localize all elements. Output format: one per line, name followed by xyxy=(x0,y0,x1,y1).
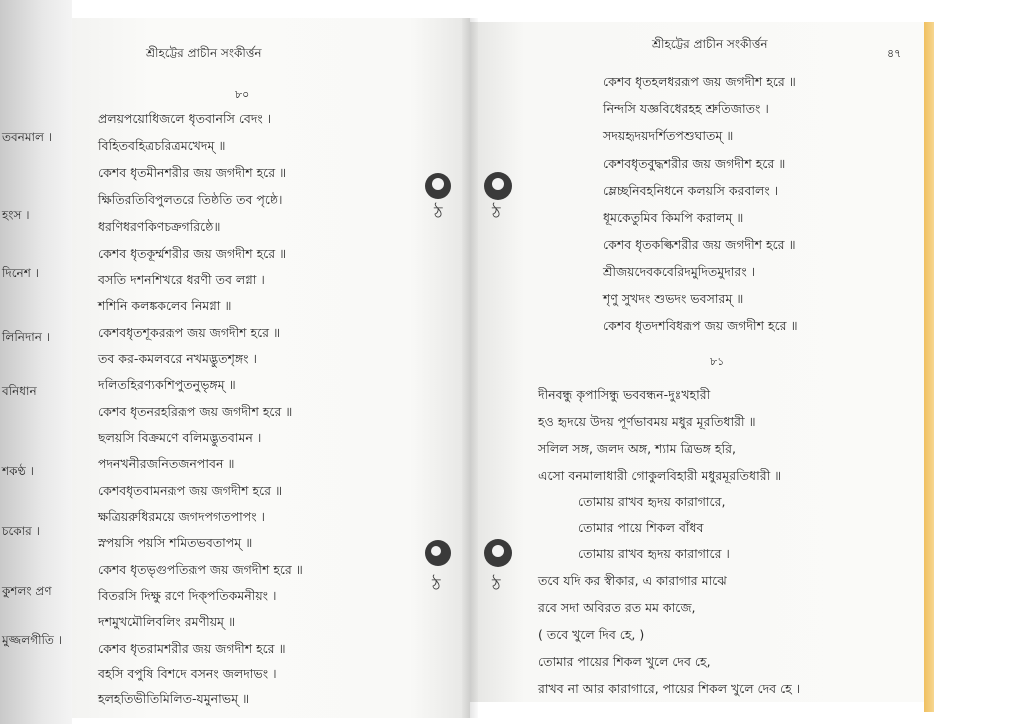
verse-line: পদনখনীরজনিতজনপাবন ॥ xyxy=(98,456,235,471)
verse-line: কেশব ধৃতদশবিধরূপ জয় জগদীশ হরে ॥ xyxy=(603,318,798,333)
edge-fragment: শকণ্ঠ । xyxy=(2,464,34,478)
section-number: ৮০ xyxy=(235,88,250,101)
verse-line: ধূমকেতুমিব কিমপি করালম্ ॥ xyxy=(603,210,744,225)
running-header: শ্রীহট্টের প্রাচীন সংকীর্ত্তন xyxy=(146,46,262,60)
verse-line: হলহতিভীতিমিলিত-যমুনাভম্ ॥ xyxy=(98,691,250,706)
song-line: তোমার পায়ের শিকল খুলে দেব হে, xyxy=(538,654,711,669)
edge-fragment: তবনমাল । xyxy=(2,130,53,144)
song-line: হও হৃদয়ে উদয় পূর্ণভাবময় মধুর মূরতিধারী ॥ xyxy=(538,414,756,429)
verse-line: ম্লেচ্ছনিবহনিধনে কলয়সি করবালং । xyxy=(603,183,779,198)
song-line: এসো বনমালাধারী গোকুলবিহারী মধুরমূরতিধারী ॥ xyxy=(538,468,782,483)
song-line: তবে যদি কর স্বীকার, এ কারাগার মাঝে xyxy=(538,573,727,588)
song-line: রাখব না আর কারাগারে, পায়ের শিকল খুলে দেব হে । xyxy=(538,681,801,696)
binder-hole-glyph: ঠ xyxy=(434,203,443,222)
page-number: ৪৭ xyxy=(887,47,902,60)
verse-line: দশমুখমৌলিবলিং রমণীয়ম্ ॥ xyxy=(98,614,236,629)
binder-hole xyxy=(478,168,518,228)
verse-line: কেশবধৃতবুদ্ধশরীর জয় জগদীশ হরে ॥ xyxy=(603,156,786,171)
edge-fragment: দিনেশ । xyxy=(2,266,39,280)
song-line: দীনবন্ধু কৃপাসিন্ধু ভববন্ধন-দুঃখহারী xyxy=(538,387,711,402)
binder-hole-glyph: ঠ xyxy=(492,203,501,222)
verse-line: ক্ষত্রিয়রুধিরময়ে জগদপগতপাপং । xyxy=(98,509,266,524)
edge-fragment: হংস । xyxy=(2,208,30,222)
binder-hole-glyph: ঠ xyxy=(492,575,501,594)
verse-line: প্রলয়পয়োধিজলে ধৃতবানসি বেদং । xyxy=(98,111,272,126)
edge-fragment: লিনিদান । xyxy=(2,330,51,344)
song-line: ( তবে খুলে দিব হে, ) xyxy=(538,627,645,642)
verse-line: কেশব ধৃতনরহরিরূপ জয় জগদীশ হরে ॥ xyxy=(98,404,293,419)
verse-line: শশিনি কলঙ্ককলেব নিমগ্না ॥ xyxy=(98,298,232,313)
song-line: রবে সদা অবিরত রত মম কাজে, xyxy=(538,600,696,615)
song-line: সলিল সঙ্গ, জলদ অঙ্গ, শ্যাম ত্রিভঙ্গ হরি, xyxy=(538,441,736,456)
verse-line: বহসি বপুষি বিশদে বসনং জলদাভং । xyxy=(98,666,277,681)
previous-page-edge xyxy=(0,0,72,724)
page-edge-orange xyxy=(924,22,934,712)
verse-line: ছলয়সি বিক্রমণে বলিমদ্ভুতবামন । xyxy=(98,430,262,445)
verse-line: কেশবধৃতশূকররূপ জয় জগদীশ হরে ॥ xyxy=(98,325,281,340)
verse-line: ধরণিধরণকিণচক্রগরিষ্ঠে॥ xyxy=(98,219,221,234)
verse-line: ক্ষিতিরতিবিপুলতরে তিষ্ঠতি তব পৃষ্ঠে। xyxy=(98,192,283,207)
verse-line: কেশব ধৃতহলধররূপ জয় জগদীশ হরে ॥ xyxy=(603,74,796,89)
verse-line: বিতরসি দিক্ষু রণে দিক্‌পতিকমনীয়ং । xyxy=(98,588,277,603)
verse-line: কেশব ধৃতকল্কিশরীর জয় জগদীশ হরে ॥ xyxy=(603,237,796,252)
verse-line: বসতি দশনশিখরে ধরণী তব লগ্না । xyxy=(98,272,265,287)
refrain-line: তোমার পায়ে শিকল বাঁধব xyxy=(578,520,704,535)
running-header: শ্রীহট্টের প্রাচীন সংকীর্ত্তন xyxy=(652,37,768,51)
verse-line: স্নপয়সি পয়সি শমিতভবতাপম্ ॥ xyxy=(98,535,253,550)
verse-line: দলিতহিরণ্যকশিপুতনুভৃঙ্গম্ ॥ xyxy=(98,377,236,392)
binder-hole xyxy=(478,535,518,595)
verse-line: শৃণু সুখদং শুভদং ভবসারম্ ॥ xyxy=(603,291,744,306)
edge-fragment: চকোর । xyxy=(2,524,40,538)
verse-line: নিন্দসি যজ্ঞবিধেরহহ শ্রুতিজাতং । xyxy=(603,101,769,116)
verse-line: বিহিতবহিত্রচরিত্রমখেদম্ ॥ xyxy=(98,138,226,153)
verse-line: কেশব ধৃতভৃগুপতিরূপ জয় জগদীশ হরে ॥ xyxy=(98,562,303,577)
verse-line: সদয়হৃদয়দর্শিতপশুঘাতম্ ॥ xyxy=(603,128,734,143)
verse-line: কেশব ধৃতরামশরীর জয় জগদীশ হরে ॥ xyxy=(98,641,286,656)
verse-line: কেশব ধৃতমীনশরীর জয় জগদীশ হরে ॥ xyxy=(98,165,287,180)
edge-fragment: কুশলং প্রণ xyxy=(2,584,52,598)
section-number: ৮১ xyxy=(710,355,725,368)
binder-hole xyxy=(420,535,460,595)
refrain-line: তোমায় রাখব হৃদয় কারাগারে, xyxy=(578,494,726,509)
refrain-line: তোমায় রাখব হৃদয় কারাগারে । xyxy=(578,546,730,561)
verse-line: কেশবধৃতবামনরূপ জয় জগদীশ হরে ॥ xyxy=(98,483,283,498)
edge-fragment: মুজ্জলগীতি । xyxy=(2,633,63,647)
verse-line: শ্রীজয়দেবকবেরিদমুদিতমুদারং । xyxy=(603,264,756,279)
book-gutter xyxy=(462,18,478,718)
binder-hole xyxy=(420,168,460,228)
verse-line: কেশব ধৃতকূর্ম্মশরীর জয় জগদীশ হরে ॥ xyxy=(98,246,287,261)
binder-hole-glyph: ঠ xyxy=(432,575,441,594)
edge-fragment: বনিধান xyxy=(2,384,37,398)
verse-line: তব কর-কমলবরে নখমদ্ভুতশৃঙ্গং । xyxy=(98,351,257,366)
